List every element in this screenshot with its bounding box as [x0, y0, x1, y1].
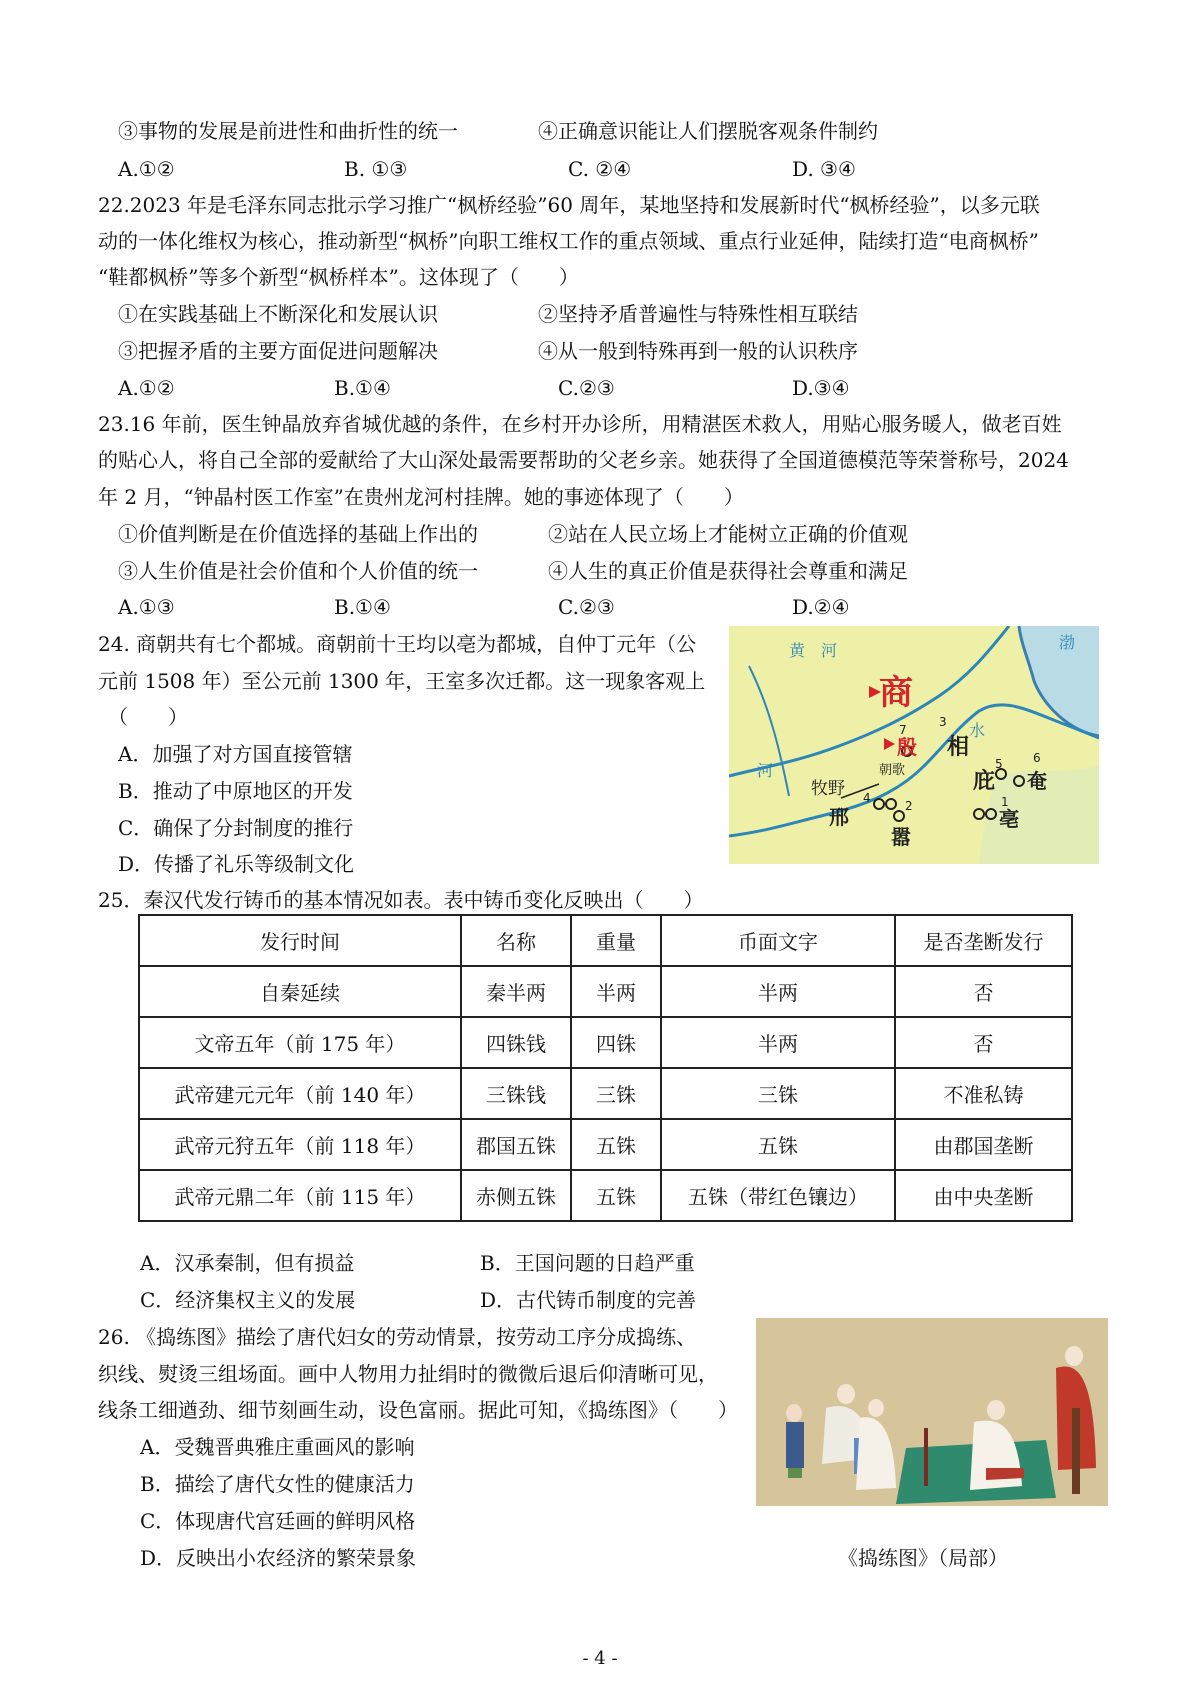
q26-line-3: 线条工细遒劲、细节刻画生动，设色富丽。据此可知，《捣练图》（ ）	[98, 1398, 738, 1422]
table-cell: 五铢（带红色镶边）	[661, 1170, 895, 1221]
table-header-row	[139, 915, 1072, 966]
table-cell: 五铢	[571, 1119, 661, 1170]
q21-choice-b: B. ①③	[344, 157, 408, 181]
q25-option-c: C．经济集权主义的发展	[140, 1288, 356, 1312]
table-cell: 半两	[661, 966, 895, 1017]
table-cell: 秦半两	[461, 966, 571, 1017]
painting-drawing	[756, 1318, 1108, 1506]
q23-choice-b: B.①④	[334, 595, 391, 619]
q24-option-d: D．传播了礼乐等级制文化	[118, 852, 355, 876]
table-row	[139, 1170, 1072, 1221]
table-cell: 文帝五年（前 175 年）	[139, 1017, 461, 1068]
q26-option-c: C．体现唐代宫廷画的鲜明风格	[140, 1509, 416, 1533]
q24-option-a: A．加强了对方国直接管辖	[118, 742, 353, 766]
q24-line-3: （ ）	[108, 705, 188, 729]
map-drawing	[729, 626, 1099, 864]
q26-line-2: 织线、熨烫三组场面。画中人物用力扯绢时的微微后退后仰清晰可见，	[98, 1362, 718, 1386]
q22-option-2: ②坚持矛盾普遍性与特殊性相互联结	[538, 302, 858, 326]
map-num-4: 4	[863, 791, 871, 805]
q22-choice-d: D.③④	[792, 376, 850, 400]
map-label-pi: 庇	[973, 768, 996, 794]
table-header-cell: 币面文字	[661, 915, 895, 966]
table-cell: 郡国五铢	[461, 1119, 571, 1170]
table-cell: 三铢	[571, 1068, 661, 1119]
map-label-muye: 牧野	[811, 779, 845, 799]
map-label-xiang: 相	[947, 734, 970, 760]
q23-line-1: 23.16 年前，医生钟晶放弃省城优越的条件，在乡村开办诊所，用精湛医术救人，用贴心服务暖人，做老百姓	[98, 412, 1062, 436]
q24-line-2: 元前 1508 年）至公元前 1300 年，王室多次迁都。这一现象客观上	[98, 669, 706, 693]
map-num-5: 5	[995, 757, 1003, 771]
q25-option-a: A．汉承秦制，但有损益	[140, 1251, 355, 1275]
map-label-yan: 奄	[1027, 769, 1047, 793]
q22-line-1: 22.2023 年是毛泽东同志批示学习推广“枫桥经验”60 周年，某地坚持和发展新时代“枫桥经验”，以多元联	[98, 193, 1040, 217]
q25-option-b: B．王国问题的日趋严重	[480, 1251, 695, 1275]
table-cell: 四铢钱	[461, 1017, 571, 1068]
q21-choice-c: C. ②④	[568, 157, 632, 181]
map-num-3: 3	[939, 715, 947, 729]
q22-line-2: 动的一体化维权为核心，推动新型“枫桥”向职工维权工作的重点领域、重点行业延伸，陆续打造“电商枫桥”	[98, 229, 1039, 253]
q26-option-a: A．受魏晋典雅庄重画风的影响	[140, 1435, 415, 1459]
table-cell: 四铢	[571, 1017, 661, 1068]
table-cell: 武帝建元元年（前 140 年）	[139, 1068, 461, 1119]
table-cell: 五铢	[571, 1170, 661, 1221]
table-cell: 自秦延续	[139, 966, 461, 1017]
q22-option-4: ④从一般到特殊再到一般的认识秩序	[538, 339, 858, 363]
table-header-cell: 是否垄断发行	[895, 915, 1072, 966]
map-num-7: 7	[899, 723, 907, 737]
map-label-ao: 嚣	[891, 825, 911, 849]
page-number: - 4 -	[582, 1648, 618, 1669]
table-cell: 半两	[571, 966, 661, 1017]
q22-option-1: ①在实践基础上不断深化和发展认识	[118, 302, 438, 326]
q21-choice-d: D. ③④	[792, 157, 856, 181]
q26-option-b: B．描绘了唐代女性的健康活力	[140, 1472, 415, 1496]
q21-choice-a: A.①②	[118, 157, 175, 181]
map-num-2: 2	[905, 799, 913, 813]
table-cell: 三铢钱	[461, 1068, 571, 1119]
q21-option-4: ④正确意识能让人们摆脱客观条件制约	[538, 119, 878, 143]
coin-table	[138, 914, 1073, 1222]
table-cell: 武帝元鼎二年（前 115 年）	[139, 1170, 461, 1221]
table-cell: 五铢	[661, 1119, 895, 1170]
q23-choice-d: D.②④	[792, 595, 850, 619]
table-row	[139, 966, 1072, 1017]
table-row	[139, 1068, 1072, 1119]
table-row	[139, 1119, 1072, 1170]
q26-option-d: D．反映出小农经济的繁荣景象	[140, 1546, 417, 1570]
table-cell: 三铢	[661, 1068, 895, 1119]
table-cell: 否	[895, 1017, 1072, 1068]
q23-choice-a: A.①③	[118, 595, 175, 619]
daolian-painting	[756, 1318, 1108, 1506]
q25-stem: 25．秦汉代发行铸币的基本情况如表。表中铸币变化反映出（ ）	[98, 888, 704, 912]
q22-choice-a: A.①②	[118, 376, 175, 400]
shang-capitals-map	[729, 626, 1099, 864]
map-num-1: 1	[1001, 795, 1009, 809]
q22-line-3: “鞋都枫桥”等多个新型“枫桥样本”。这体现了（ ）	[98, 265, 579, 289]
map-label-zhaoge: 朝歌	[879, 763, 906, 778]
table-cell: 不准私铸	[895, 1068, 1072, 1119]
map-num-6: 6	[1033, 751, 1041, 765]
q23-option-4: ④人生的真正价值是获得社会尊重和满足	[548, 559, 908, 583]
map-label-water: 水	[969, 721, 986, 740]
q23-line-3: 年 2 月，“钟晶村医工作室”在贵州龙河村挂牌。她的事迹体现了（ ）	[98, 485, 744, 509]
q23-choice-c: C.②③	[558, 595, 615, 619]
table-header-cell: 名称	[461, 915, 571, 966]
map-label-yin: 殷	[897, 735, 917, 759]
table-cell: 半两	[661, 1017, 895, 1068]
q23-option-1: ①价值判断是在价值选择的基础上作出的	[118, 522, 478, 546]
table-cell: 武帝元狩五年（前 118 年）	[139, 1119, 461, 1170]
q24-option-b: B．推动了中原地区的开发	[118, 779, 353, 803]
map-label-xing: 邢	[829, 805, 849, 829]
q22-choice-b: B.①④	[334, 376, 391, 400]
map-label-bo: 亳	[999, 807, 1019, 831]
table-header-cell: 发行时间	[139, 915, 461, 966]
q23-option-3: ③人生价值是社会价值和个人价值的统一	[118, 559, 478, 583]
q22-choice-c: C.②③	[558, 376, 615, 400]
q23-option-2: ②站在人民立场上才能树立正确的价值观	[548, 522, 908, 546]
table-row	[139, 1017, 1072, 1068]
q26-line-1: 26. 《捣练图》描绘了唐代妇女的劳动情景，按劳动工序分成捣练、	[98, 1325, 697, 1349]
q25-option-d: D．古代铸币制度的完善	[480, 1288, 697, 1312]
map-label-river: 河	[757, 761, 774, 780]
table-cell: 由中央垄断	[895, 1170, 1072, 1221]
map-label-huanghe: 黄 河	[789, 641, 838, 660]
map-label-bo-sea: 渤	[1059, 633, 1076, 652]
q24-option-c: C．确保了分封制度的推行	[118, 816, 354, 840]
table-cell: 由郡国垄断	[895, 1119, 1072, 1170]
q22-option-3: ③把握矛盾的主要方面促进问题解决	[118, 339, 438, 363]
q24-line-1: 24. 商朝共有七个都城。商朝前十王均以亳为都城，自仲丁元年（公	[98, 632, 697, 656]
map-label-shang: 商	[879, 673, 913, 713]
q21-option-3: ③事物的发展是前进性和曲折性的统一	[118, 119, 458, 143]
table-header-cell: 重量	[571, 915, 661, 966]
painting-caption: 《捣练图》（局部）	[838, 1546, 1008, 1570]
table-cell: 赤侧五铢	[461, 1170, 571, 1221]
table-cell: 否	[895, 966, 1072, 1017]
q23-line-2: 的贴心人，将自己全部的爱献给了大山深处最需要帮助的父老乡亲。她获得了全国道德模范等荣誉称号，2024	[98, 448, 1069, 472]
